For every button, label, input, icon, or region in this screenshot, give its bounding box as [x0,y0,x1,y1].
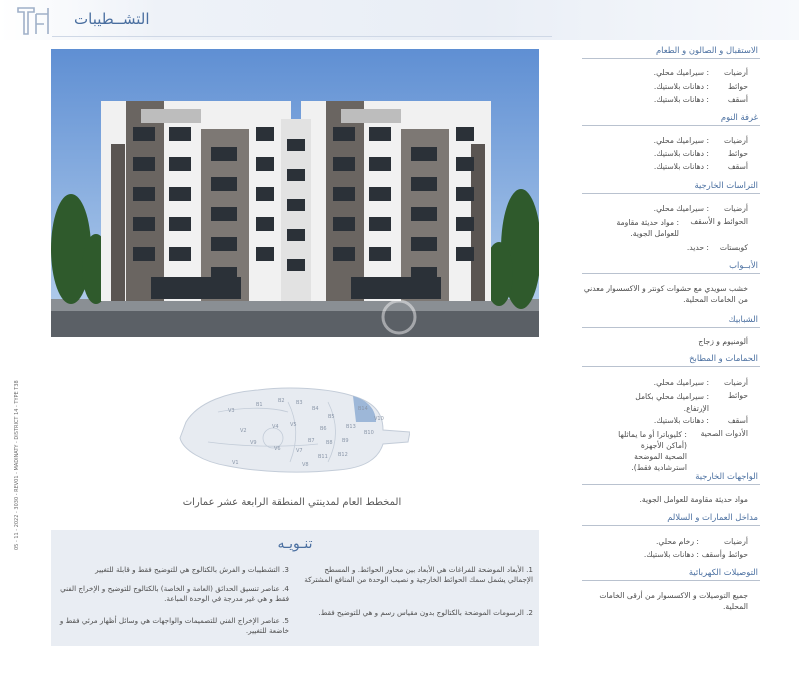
reception-walls-label: حوائط [727,82,748,91]
terraces-walls-value: : مواد حديثة مقاومة للعوامل الجوية. [616,218,679,238]
svg-text:B7: B7 [308,438,315,444]
svg-text:B12: B12 [338,452,348,458]
svg-text:V10: V10 [374,416,384,422]
reception-ceilings-value: : دهانات بلاستيك. [653,95,709,104]
bathrooms-sanitary-value: : كليوباترا أو ما يماثلها (أماكن الأجهزة الصحية الموضحة استرشادية فقط). [618,430,687,472]
district-map [178,382,410,474]
svg-text:V1: V1 [232,460,239,466]
bedroom-walls-label: حوائط [727,149,748,158]
section-heading-facades: الواجهات الخارجية [582,470,760,485]
map-caption: المخطط العام لمدينتي المنطقة الرابعة عشر عمارات [182,497,402,508]
entrances-walls-value: : دهانات بلاستيك. [643,550,699,559]
bathrooms-floors-label: أرضيات [724,378,748,387]
notes-box [51,530,539,646]
doors-text: خشب سويدي مع حشوات كونتر و الاكسسوار معدني من الخامات المحلية. [583,284,748,304]
electrical-text: جميع التوصيلات و الاكسسوار من أرقى الخامات المحلية. [599,591,748,611]
section-heading-entrances: مداخل العمارات و السلالم [582,511,760,526]
title-divider [52,36,552,37]
brand-logo [14,4,62,38]
svg-text:V9: V9 [250,440,257,446]
entrances-walls-label: حوائط وأسقف [701,550,748,559]
reception-walls-value: : دهانات بلاستيك. [653,82,709,91]
svg-text:B6: B6 [320,426,327,432]
svg-text:V7: V7 [296,448,303,454]
terraces-railings-value: : حديد. [686,243,709,252]
svg-text:B1: B1 [256,402,263,408]
svg-text:B3: B3 [296,400,303,406]
notes-title: تنـويـه [277,536,313,552]
svg-text:V5: V5 [290,422,297,428]
svg-text:V6: V6 [274,446,281,452]
reception-ceilings-label: أسقف [727,95,748,104]
terraces-walls-label: الحوائط و الأسقف [690,217,748,226]
reception-floors-value: : سيراميك محلي. [653,68,709,77]
svg-text:B11: B11 [318,454,328,460]
bedroom-floors-value: : سيراميك محلي. [653,136,709,145]
svg-text:B13: B13 [346,424,356,430]
facades-text: مواد حديثة مقاومة للعوامل الجوية. [639,495,748,504]
svg-text:B5: B5 [328,414,335,420]
note-5: 5. عناصر الإخراج الفني للتصميمات والواجهات هي وسائل أظهار مرئي فقط و خاضعة للتغيير. [59,616,289,635]
section-heading-bedroom: غرفة النوم [582,111,760,126]
svg-text:B14: B14 [358,406,368,412]
svg-text:V4: V4 [272,424,279,430]
svg-text:B9: B9 [342,438,349,444]
bathrooms-walls-value: : سيراميك محلي بكامل الإرتفاع. [635,392,709,413]
section-heading-windows: الشبابيك [582,313,760,328]
terraces-floors-value: : سيراميك محلي. [653,204,709,213]
svg-text:B8: B8 [326,440,333,446]
svg-text:B2: B2 [278,398,285,404]
note-3: 3. التشطيبات و الفرش بالكتالوج هي للتوضيح فقط و قابلة للتغيير [95,565,289,574]
svg-text:V2: V2 [240,428,247,434]
note-4: 4. عناصر تنسيق الحدائق (العامة و الخاصة) بالكتالوج للتوضيح و الإخراج الفني فقط و هي غير مدرجة في الوحدة المباعة. [60,584,289,603]
windows-text: ألومنيوم و زجاج [698,337,748,346]
side-caption [14,320,26,550]
bedroom-walls-value: : دهانات بلاستيك. [653,149,709,158]
reception-floors-label: أرضيات [724,68,748,77]
entrances-floors-value: : رخام محلي. [656,537,699,546]
svg-text:B10: B10 [364,430,374,436]
bathrooms-floors-value: : سيراميك محلي. [653,378,709,387]
section-heading-doors: الأبــواب [582,259,760,274]
page-title: التشــطيبات [74,10,150,28]
bedroom-ceilings-value: : دهانات بلاستيك. [653,162,709,171]
svg-text:V8: V8 [302,462,309,468]
svg-text:B4: B4 [312,406,319,412]
entrances-floors-label: أرضيات [724,537,748,546]
section-heading-reception: الاستقبال و الصالون و الطعام [582,44,760,59]
building-render-image [51,49,539,337]
bathrooms-sanitary-label: الأدوات الصحية [700,429,748,438]
note-1: 1. الأبعاد الموضحة للفراغات هي الأبعاد بين محاور الحوائط. و المسطح الإجمالي يشمل سمك الحوائط الخارجية و نصيب الوحدة من المنافع المشتركة [304,565,533,584]
side-caption-text: 05 - 11 - 2022 - 3030 - REV01 - MADINATY - DISTRICT 14 - TYPE T38 [14,380,20,550]
svg-text:V3: V3 [228,408,235,414]
note-2: 2. الرسومات الموضحة بالكتالوج بدون مقياس رسم و هي للتوضيح فقط. [318,608,533,617]
bathrooms-ceilings-value: : دهانات بلاستيك. [653,416,709,425]
bathrooms-ceilings-label: أسقف [727,416,748,425]
section-heading-electrical: التوصيلات الكهربائية [582,566,760,581]
terraces-floors-label: أرضيات [724,204,748,213]
section-heading-bathrooms: الحمامات و المطابخ [582,352,760,367]
bedroom-floors-label: أرضيات [724,136,748,145]
bedroom-ceilings-label: أسقف [727,162,748,171]
terraces-railings-label: كوبستات [719,243,748,252]
section-heading-terraces: التراسات الخارجية [582,179,760,194]
bathrooms-walls-label: حوائط [727,391,748,400]
